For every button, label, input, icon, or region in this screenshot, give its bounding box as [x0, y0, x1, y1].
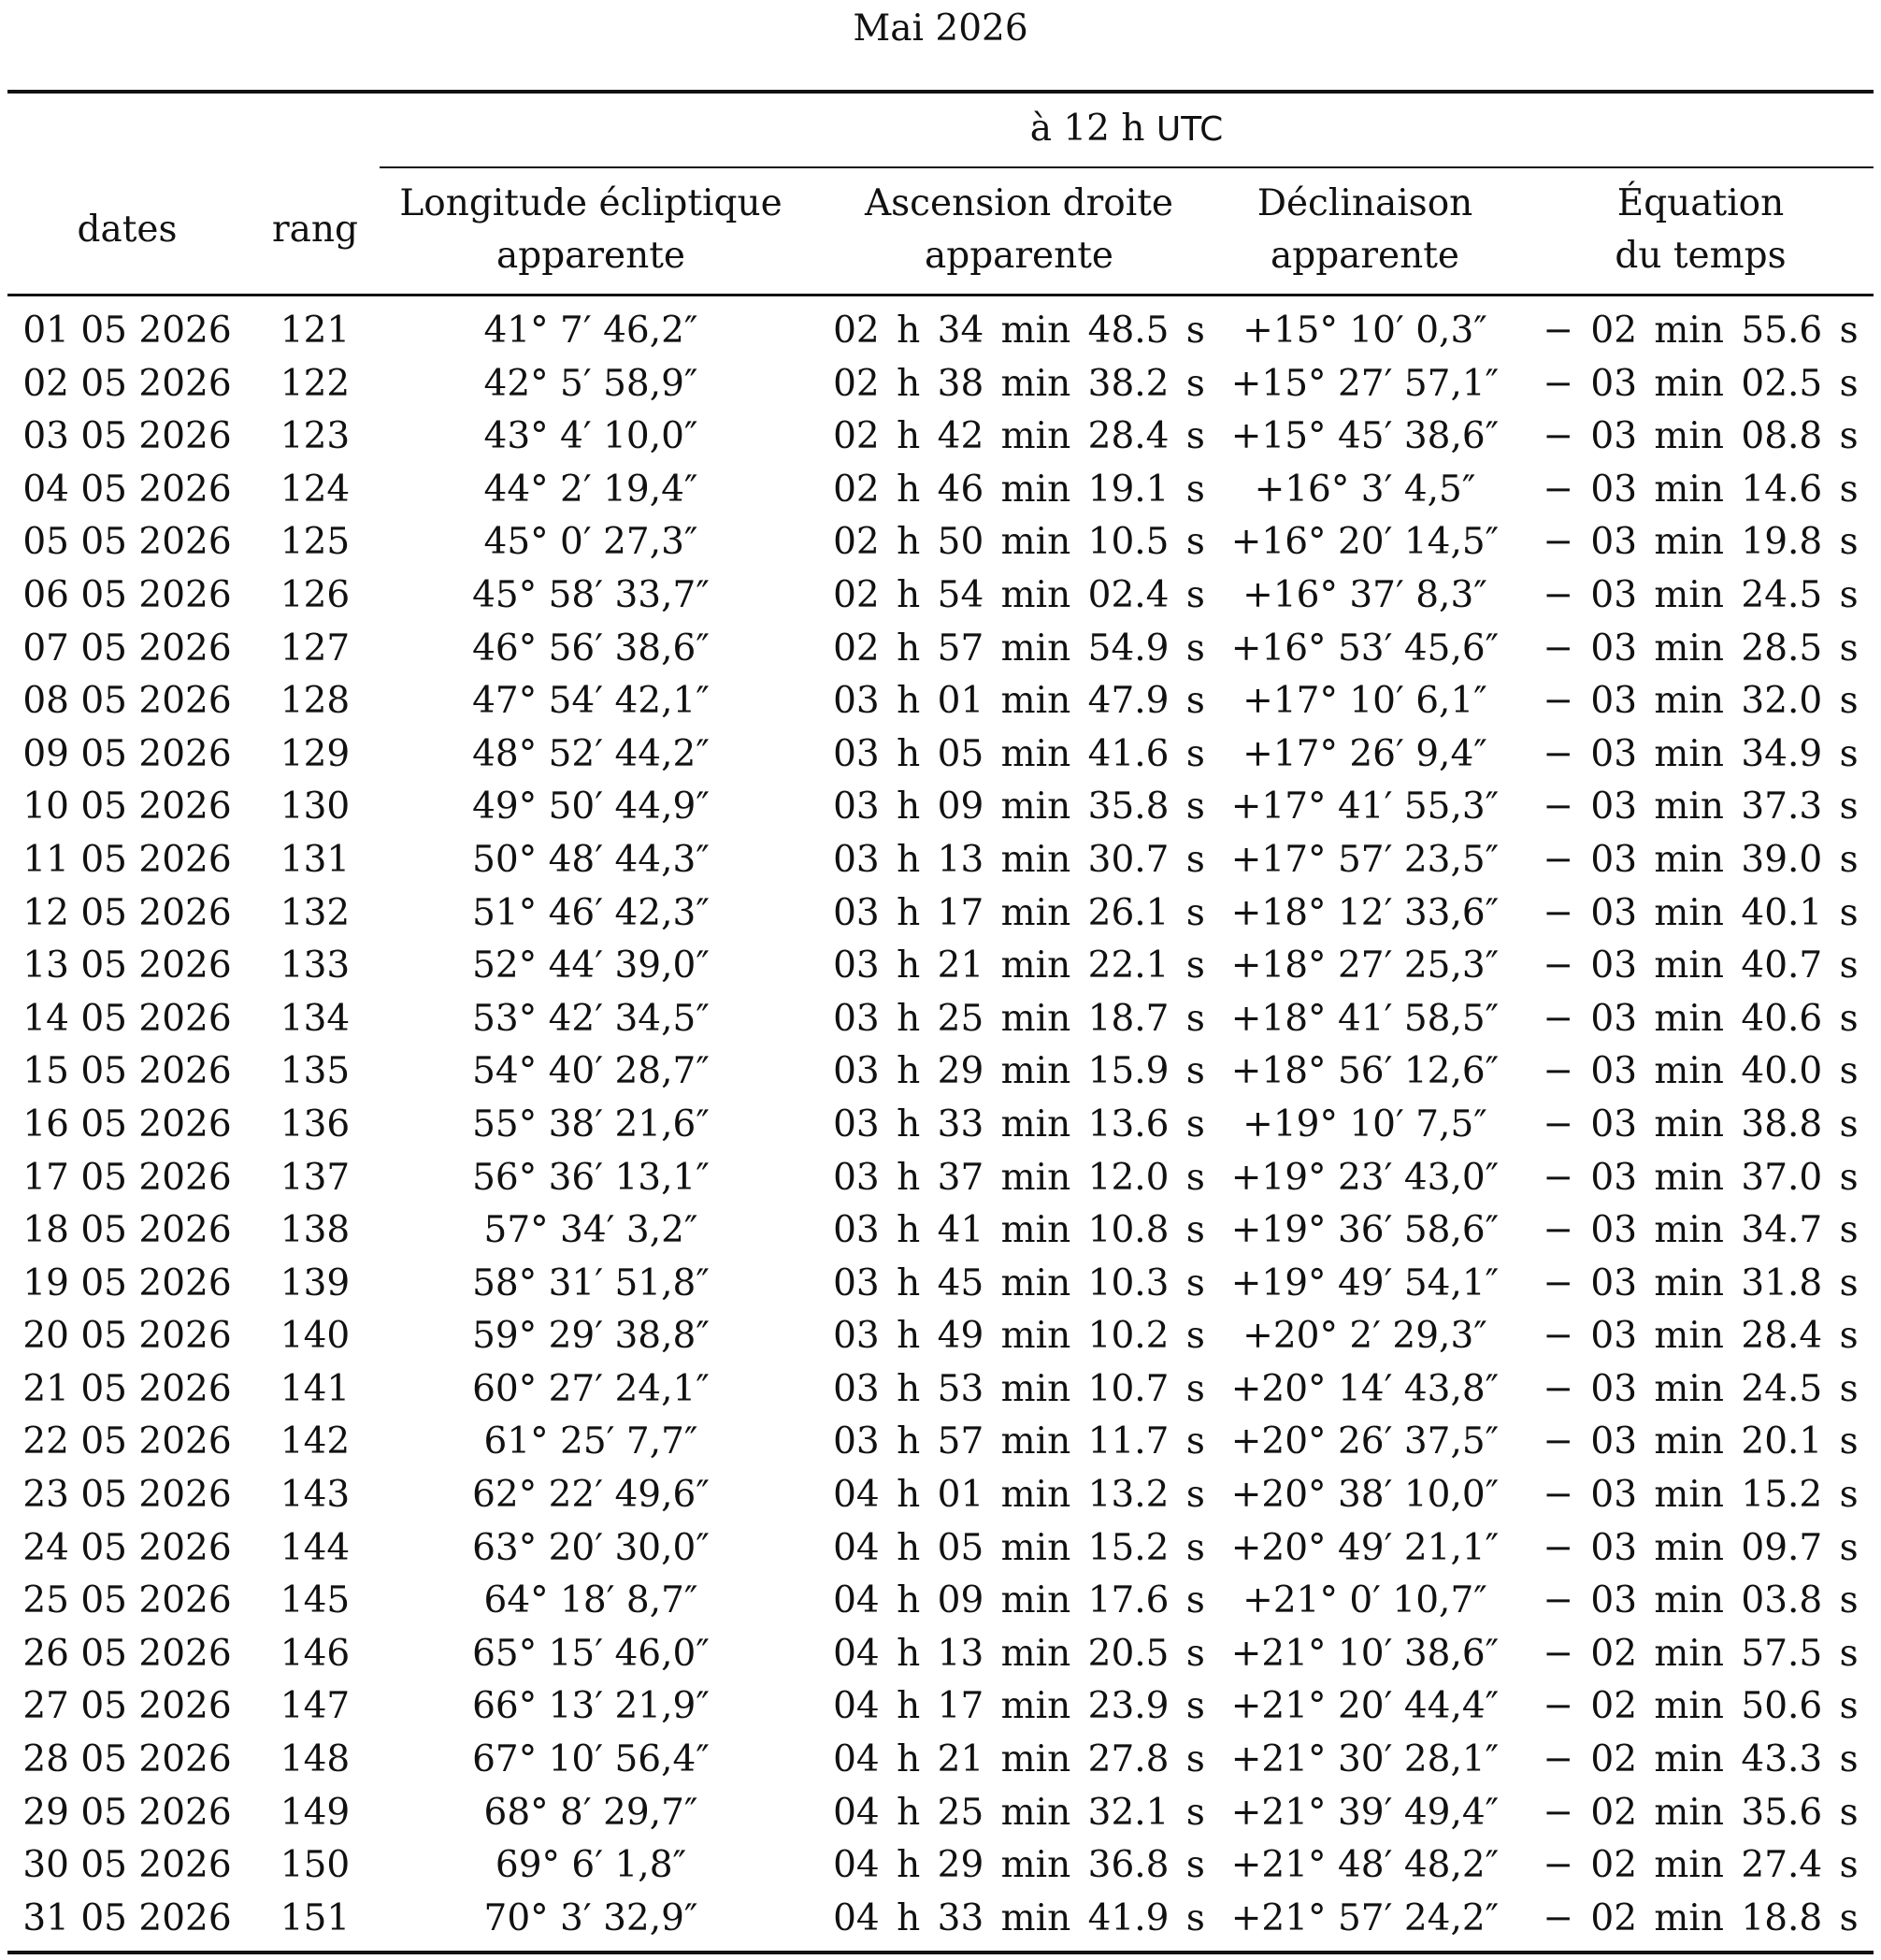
equation-cell: − 02 min 50.6 s — [1543, 1685, 1859, 1728]
table-row — [0, 940, 1881, 993]
date-cell: 26 05 2026 — [22, 1632, 232, 1675]
declinaison-cell: +17° 10′ 6,1″ — [1242, 680, 1487, 723]
date-cell: 29 05 2026 — [22, 1791, 232, 1834]
column-header-ascension-line1: Ascension droite — [864, 182, 1173, 224]
table-row — [0, 1839, 1881, 1893]
equation-cell: − 02 min 35.6 s — [1543, 1791, 1859, 1834]
page-title: Mai 2026 — [853, 7, 1028, 50]
table-row — [0, 358, 1881, 411]
date-cell: 10 05 2026 — [22, 785, 232, 829]
equation-cell: − 03 min 24.5 s — [1543, 1367, 1859, 1410]
declinaison-cell: +19° 10′ 7,5″ — [1242, 1102, 1487, 1146]
column-header-equation-line1: Équation — [1616, 182, 1785, 224]
table-row — [0, 1416, 1881, 1469]
declinaison-cell: +18° 41′ 58,5″ — [1230, 997, 1500, 1040]
ascension-cell: 02 h 54 min 02.4 s — [833, 573, 1205, 616]
table-row — [0, 834, 1881, 887]
ascension-cell: 04 h 13 min 20.5 s — [833, 1632, 1205, 1675]
longitude-cell: 46° 56′ 38,6″ — [472, 627, 710, 670]
rang-cell: 128 — [280, 680, 351, 723]
rang-cell: 132 — [280, 891, 351, 934]
rang-cell: 145 — [280, 1579, 351, 1622]
equation-cell: − 02 min 18.8 s — [1543, 1896, 1859, 1939]
ascension-cell: 04 h 25 min 32.1 s — [833, 1791, 1205, 1834]
rang-cell: 143 — [280, 1474, 351, 1517]
rang-cell: 122 — [280, 362, 351, 405]
column-header-declinaison — [1225, 178, 1505, 282]
table-body — [0, 305, 1881, 1945]
group-header-prefix: à 12 h — [1029, 108, 1145, 150]
equation-cell: − 03 min 20.1 s — [1543, 1420, 1859, 1463]
equation-cell: − 03 min 08.8 s — [1543, 415, 1859, 458]
longitude-cell: 49° 50′ 44,9″ — [472, 785, 710, 829]
equation-cell: − 03 min 02.5 s — [1543, 362, 1859, 405]
column-header-dates: dates — [77, 209, 178, 251]
longitude-cell: 41° 7′ 46,2″ — [483, 310, 698, 352]
column-header-declinaison-line2: apparente — [1270, 235, 1460, 277]
equation-cell: − 03 min 28.5 s — [1543, 627, 1859, 670]
equation-cell: − 03 min 14.6 s — [1543, 468, 1859, 511]
declinaison-cell: +18° 12′ 33,6″ — [1230, 891, 1500, 934]
ascension-cell: 02 h 50 min 10.5 s — [833, 521, 1205, 564]
equation-cell: − 03 min 09.7 s — [1543, 1526, 1859, 1569]
date-cell: 22 05 2026 — [22, 1420, 232, 1463]
table-row — [0, 1363, 1881, 1417]
table-row — [0, 411, 1881, 464]
declinaison-cell: +20° 38′ 10,0″ — [1230, 1474, 1500, 1517]
table-row — [0, 675, 1881, 728]
column-header-equation — [1528, 178, 1874, 282]
longitude-cell: 55° 38′ 21,6″ — [472, 1102, 710, 1146]
longitude-cell: 62° 22′ 49,6″ — [472, 1474, 710, 1517]
longitude-cell: 70° 3′ 32,9″ — [483, 1896, 698, 1939]
longitude-cell: 47° 54′ 42,1″ — [472, 680, 710, 723]
date-cell: 15 05 2026 — [22, 1050, 232, 1093]
ascension-cell: 03 h 17 min 26.1 s — [833, 891, 1205, 934]
equation-cell: − 03 min 40.1 s — [1543, 891, 1859, 934]
column-header-longitude-line2: apparente — [495, 235, 686, 277]
table-header-rule — [7, 294, 1874, 296]
rang-cell: 135 — [280, 1050, 351, 1093]
declinaison-cell: +20° 2′ 29,3″ — [1242, 1315, 1487, 1358]
ascension-cell: 04 h 21 min 27.8 s — [833, 1738, 1205, 1781]
equation-cell: − 02 min 57.5 s — [1543, 1632, 1859, 1675]
declinaison-cell: +16° 20′ 14,5″ — [1230, 521, 1500, 564]
longitude-cell: 45° 58′ 33,7″ — [472, 573, 710, 616]
date-cell: 24 05 2026 — [22, 1526, 232, 1569]
ascension-cell: 03 h 53 min 10.7 s — [833, 1367, 1205, 1410]
date-cell: 18 05 2026 — [22, 1209, 232, 1252]
rang-cell: 137 — [280, 1156, 351, 1199]
rang-cell: 129 — [280, 732, 351, 775]
date-cell: 11 05 2026 — [22, 838, 232, 881]
ascension-cell: 02 h 42 min 28.4 s — [833, 415, 1205, 458]
declinaison-cell: +20° 26′ 37,5″ — [1230, 1420, 1500, 1463]
longitude-cell: 52° 44′ 39,0″ — [472, 944, 710, 987]
ascension-cell: 04 h 29 min 36.8 s — [833, 1844, 1205, 1887]
table-row — [0, 1099, 1881, 1152]
group-header-utc: UTC — [1156, 110, 1224, 149]
table-row — [0, 1310, 1881, 1363]
longitude-cell: 50° 48′ 44,3″ — [472, 838, 710, 881]
date-cell: 17 05 2026 — [22, 1156, 232, 1199]
column-header-longitude — [383, 178, 798, 282]
rang-cell: 141 — [280, 1367, 351, 1410]
table-row — [0, 569, 1881, 623]
ascension-cell: 03 h 49 min 10.2 s — [833, 1315, 1205, 1358]
rang-cell: 134 — [280, 997, 351, 1040]
equation-cell: − 03 min 28.4 s — [1543, 1315, 1859, 1358]
declinaison-cell: +17° 57′ 23,5″ — [1230, 838, 1500, 881]
date-cell: 31 05 2026 — [22, 1896, 232, 1939]
date-cell: 23 05 2026 — [22, 1474, 232, 1517]
equation-cell: − 03 min 39.0 s — [1543, 838, 1859, 881]
date-cell: 27 05 2026 — [22, 1685, 232, 1728]
equation-cell: − 03 min 34.9 s — [1543, 732, 1859, 775]
table-row — [0, 1628, 1881, 1681]
longitude-cell: 67° 10′ 56,4″ — [472, 1738, 710, 1781]
date-cell: 02 05 2026 — [22, 362, 232, 405]
table-row — [0, 781, 1881, 834]
ascension-cell: 04 h 33 min 41.9 s — [833, 1896, 1205, 1939]
longitude-cell: 66° 13′ 21,9″ — [472, 1685, 710, 1728]
column-header-longitude-line1: Longitude écliptique — [399, 182, 783, 224]
declinaison-cell: +18° 56′ 12,6″ — [1230, 1050, 1500, 1093]
rang-cell: 144 — [280, 1526, 351, 1569]
table-row — [0, 728, 1881, 782]
declinaison-cell: +19° 23′ 43,0″ — [1230, 1156, 1500, 1199]
declinaison-cell: +21° 57′ 24,2″ — [1230, 1896, 1500, 1939]
ascension-cell: 03 h 05 min 41.6 s — [833, 732, 1205, 775]
column-header-declinaison-line1: Déclinaison — [1256, 182, 1473, 224]
equation-cell: − 03 min 24.5 s — [1543, 573, 1859, 616]
declinaison-cell: +21° 20′ 44,4″ — [1230, 1685, 1500, 1728]
declinaison-cell: +15° 10′ 0,3″ — [1242, 310, 1487, 352]
declinaison-cell: +21° 39′ 49,4″ — [1230, 1791, 1500, 1834]
longitude-cell: 59° 29′ 38,8″ — [472, 1315, 710, 1358]
longitude-cell: 65° 15′ 46,0″ — [472, 1632, 710, 1675]
longitude-cell: 43° 4′ 10,0″ — [483, 415, 698, 458]
ascension-cell: 04 h 17 min 23.9 s — [833, 1685, 1205, 1728]
table-row — [0, 1258, 1881, 1311]
table-row — [0, 1575, 1881, 1628]
declinaison-cell: +17° 41′ 55,3″ — [1230, 785, 1500, 829]
ascension-cell: 02 h 34 min 48.5 s — [833, 310, 1205, 352]
rang-cell: 130 — [280, 785, 351, 829]
ascension-cell: 03 h 21 min 22.1 s — [833, 944, 1205, 987]
declinaison-cell: +19° 49′ 54,1″ — [1230, 1261, 1500, 1304]
ascension-cell: 04 h 01 min 13.2 s — [833, 1474, 1205, 1517]
equation-cell: − 03 min 40.0 s — [1543, 1050, 1859, 1093]
longitude-cell: 57° 34′ 3,2″ — [483, 1209, 698, 1252]
table-row — [0, 1734, 1881, 1787]
ascension-cell: 03 h 57 min 11.7 s — [833, 1420, 1205, 1463]
table-row — [0, 516, 1881, 569]
rang-cell: 127 — [280, 627, 351, 670]
longitude-cell: 56° 36′ 13,1″ — [472, 1156, 710, 1199]
rang-cell: 142 — [280, 1420, 351, 1463]
rang-cell: 149 — [280, 1791, 351, 1834]
ascension-cell: 03 h 01 min 47.9 s — [833, 680, 1205, 723]
declinaison-cell: +20° 14′ 43,8″ — [1230, 1367, 1500, 1410]
table-row — [0, 1204, 1881, 1258]
ascension-cell: 02 h 46 min 19.1 s — [833, 468, 1205, 511]
declinaison-cell: +19° 36′ 58,6″ — [1230, 1209, 1500, 1252]
rang-cell: 125 — [280, 521, 351, 564]
rang-cell: 138 — [280, 1209, 351, 1252]
table-row — [0, 305, 1881, 358]
rang-cell: 150 — [280, 1844, 351, 1887]
date-cell: 13 05 2026 — [22, 944, 232, 987]
group-header-rule — [380, 166, 1874, 168]
longitude-cell: 54° 40′ 28,7″ — [472, 1050, 710, 1093]
date-cell: 28 05 2026 — [22, 1738, 232, 1781]
equation-cell: − 02 min 27.4 s — [1543, 1844, 1859, 1887]
ascension-cell: 02 h 38 min 38.2 s — [833, 362, 1205, 405]
equation-cell: − 03 min 37.3 s — [1543, 785, 1859, 829]
table-row — [0, 464, 1881, 517]
column-header-equation-line2: du temps — [1615, 235, 1787, 277]
rang-cell: 139 — [280, 1261, 351, 1304]
equation-cell: − 03 min 32.0 s — [1543, 680, 1859, 723]
longitude-cell: 61° 25′ 7,7″ — [483, 1420, 698, 1463]
equation-cell: − 02 min 43.3 s — [1543, 1738, 1859, 1781]
table-row — [0, 887, 1881, 941]
table-row — [0, 1522, 1881, 1576]
declinaison-cell: +21° 48′ 48,2″ — [1230, 1844, 1500, 1887]
table-row — [0, 1680, 1881, 1734]
declinaison-cell: +16° 37′ 8,3″ — [1242, 573, 1487, 616]
equation-cell: − 03 min 03.8 s — [1543, 1579, 1859, 1622]
equation-cell: − 03 min 15.2 s — [1543, 1474, 1859, 1517]
rang-cell: 133 — [280, 944, 351, 987]
rang-cell: 146 — [280, 1632, 351, 1675]
rang-cell: 147 — [280, 1685, 351, 1728]
longitude-cell: 58° 31′ 51,8″ — [472, 1261, 710, 1304]
declinaison-cell: +21° 0′ 10,7″ — [1242, 1579, 1487, 1622]
date-cell: 05 05 2026 — [22, 521, 232, 564]
ascension-cell: 03 h 33 min 13.6 s — [833, 1102, 1205, 1146]
longitude-cell: 48° 52′ 44,2″ — [472, 732, 710, 775]
date-cell: 14 05 2026 — [22, 997, 232, 1040]
equation-cell: − 03 min 40.6 s — [1543, 997, 1859, 1040]
rang-cell: 131 — [280, 838, 351, 881]
declinaison-cell: +15° 27′ 57,1″ — [1230, 362, 1500, 405]
declinaison-cell: +21° 10′ 38,6″ — [1230, 1632, 1500, 1675]
table-row — [0, 1893, 1881, 1946]
column-header-ascension-line2: apparente — [924, 235, 1114, 277]
ascension-cell: 03 h 25 min 18.7 s — [833, 997, 1205, 1040]
date-cell: 04 05 2026 — [22, 468, 232, 511]
date-cell: 19 05 2026 — [22, 1261, 232, 1304]
declinaison-cell: +16° 3′ 4,5″ — [1254, 468, 1476, 511]
ascension-cell: 04 h 09 min 17.6 s — [833, 1579, 1205, 1622]
date-cell: 16 05 2026 — [22, 1102, 232, 1146]
equation-cell: − 03 min 37.0 s — [1543, 1156, 1859, 1199]
ascension-cell: 04 h 05 min 15.2 s — [833, 1526, 1205, 1569]
date-cell: 20 05 2026 — [22, 1315, 232, 1358]
date-cell: 01 05 2026 — [22, 310, 232, 352]
table-row — [0, 1152, 1881, 1205]
declinaison-cell: +15° 45′ 38,6″ — [1230, 415, 1500, 458]
table-row — [0, 1787, 1881, 1840]
rang-cell: 148 — [280, 1738, 351, 1781]
ascension-cell: 03 h 13 min 30.7 s — [833, 838, 1205, 881]
longitude-cell: 44° 2′ 19,4″ — [483, 468, 698, 511]
table-top-rule — [7, 90, 1874, 94]
declinaison-cell: +16° 53′ 45,6″ — [1230, 627, 1500, 670]
ascension-cell: 03 h 37 min 12.0 s — [833, 1156, 1205, 1199]
date-cell: 30 05 2026 — [22, 1844, 232, 1887]
ascension-cell: 03 h 45 min 10.3 s — [833, 1261, 1205, 1304]
declinaison-cell: +21° 30′ 28,1″ — [1230, 1738, 1500, 1781]
equation-cell: − 03 min 31.8 s — [1543, 1261, 1859, 1304]
declinaison-cell: +20° 49′ 21,1″ — [1230, 1526, 1500, 1569]
declinaison-cell: +17° 26′ 9,4″ — [1242, 732, 1487, 775]
table-row — [0, 623, 1881, 676]
ascension-cell: 02 h 57 min 54.9 s — [833, 627, 1205, 670]
rang-cell: 121 — [280, 310, 351, 352]
ascension-cell: 03 h 09 min 35.8 s — [833, 785, 1205, 829]
table-bottom-rule — [7, 1951, 1874, 1954]
date-cell: 08 05 2026 — [22, 680, 232, 723]
date-cell: 25 05 2026 — [22, 1579, 232, 1622]
group-header — [380, 103, 1874, 155]
rang-cell: 151 — [280, 1896, 351, 1939]
longitude-cell: 45° 0′ 27,3″ — [483, 521, 698, 564]
longitude-cell: 69° 6′ 1,8″ — [495, 1844, 687, 1887]
ascension-cell: 03 h 29 min 15.9 s — [833, 1050, 1205, 1093]
equation-cell: − 03 min 34.7 s — [1543, 1209, 1859, 1252]
rang-cell: 123 — [280, 415, 351, 458]
longitude-cell: 51° 46′ 42,3″ — [472, 891, 710, 934]
table-row — [0, 1045, 1881, 1099]
rang-cell: 140 — [280, 1315, 351, 1358]
declinaison-cell: +18° 27′ 25,3″ — [1230, 944, 1500, 987]
longitude-cell: 53° 42′ 34,5″ — [472, 997, 710, 1040]
date-cell: 06 05 2026 — [22, 573, 232, 616]
table-row — [0, 993, 1881, 1046]
longitude-cell: 64° 18′ 8,7″ — [483, 1579, 698, 1622]
date-cell: 12 05 2026 — [22, 891, 232, 934]
rang-cell: 124 — [280, 468, 351, 511]
rang-cell: 136 — [280, 1102, 351, 1146]
longitude-cell: 60° 27′ 24,1″ — [472, 1367, 710, 1410]
longitude-cell: 42° 5′ 58,9″ — [483, 362, 698, 405]
equation-cell: − 03 min 38.8 s — [1543, 1102, 1859, 1146]
column-header-ascension — [823, 178, 1215, 282]
table-row — [0, 1469, 1881, 1522]
equation-cell: − 02 min 55.6 s — [1543, 310, 1859, 352]
ascension-cell: 03 h 41 min 10.8 s — [833, 1209, 1205, 1252]
column-header-rang: rang — [272, 209, 358, 251]
date-cell: 03 05 2026 — [22, 415, 232, 458]
equation-cell: − 03 min 40.7 s — [1543, 944, 1859, 987]
date-cell: 21 05 2026 — [22, 1367, 232, 1410]
longitude-cell: 63° 20′ 30,0″ — [472, 1526, 710, 1569]
date-cell: 07 05 2026 — [22, 627, 232, 670]
equation-cell: − 03 min 19.8 s — [1543, 521, 1859, 564]
date-cell: 09 05 2026 — [22, 732, 232, 775]
longitude-cell: 68° 8′ 29,7″ — [483, 1791, 698, 1834]
rang-cell: 126 — [280, 573, 351, 616]
